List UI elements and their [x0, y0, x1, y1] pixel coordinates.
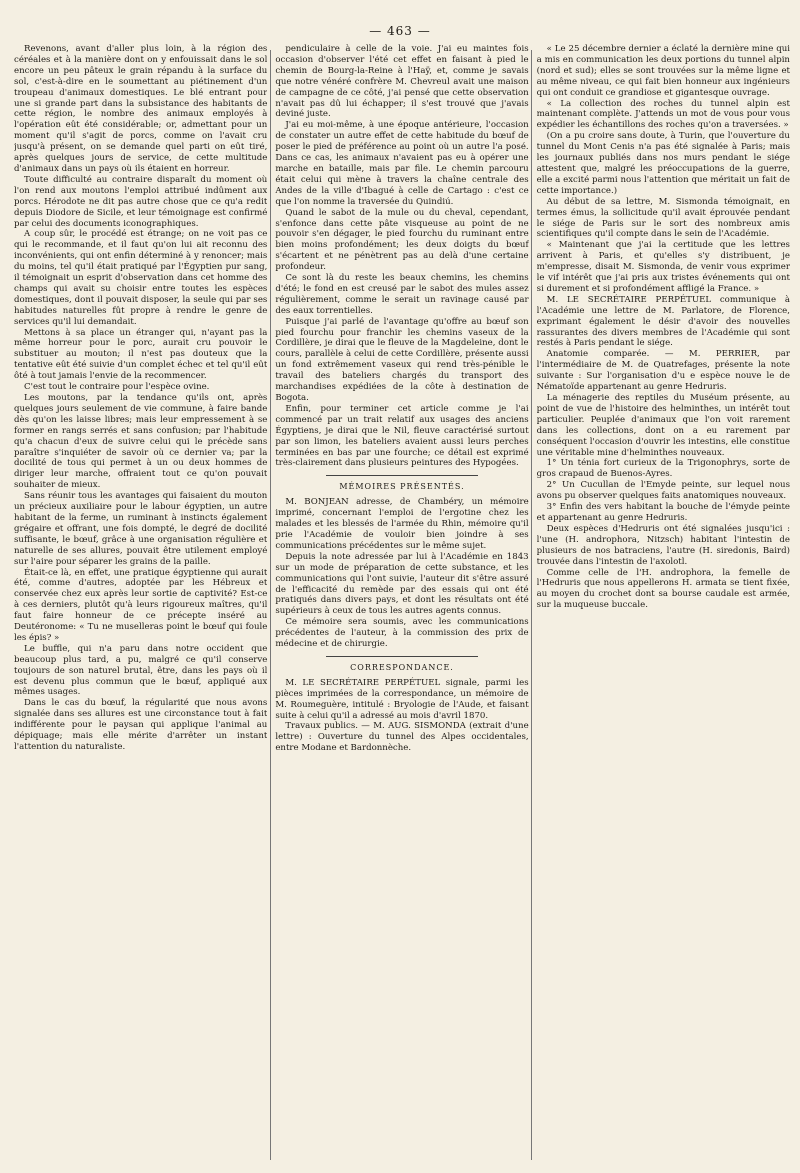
section-divider — [326, 475, 478, 476]
page-number: — 463 — — [369, 24, 431, 38]
paragraph: Dans le cas du bœuf, la régularité que nous avons signalée dans ses allures est une circonstance tout à fait indifférente pour le paysan qui applique l'animal au dépiquage; mais elle mérite d'arrêter un instant l'attention du naturaliste. — [14, 698, 268, 752]
paragraph: Ce sont là du reste les beaux chemins, les chemins d'été; le fond en est creusé par le sabot des mules assez régulièrement, comme le serait un ravinage causé par des eaux torrentielles. — [275, 273, 529, 316]
paragraph: « Le 25 décembre dernier a éclaté la dernière mine qui a mis en communication les deux portions du tunnel alpin (nord et sud); elles se sont trouvées sur la même ligne et au même niveau, ce qui fait bien honneur aux ingénieurs qui ont conduit ce grandiose et gigantesque ouvrage. — [536, 44, 790, 98]
paragraph: pendiculaire à celle de la voie. J'ai eu maintes fois occasion d'observer l'été cet effet en faisant à pied le chemin de Bourg-la-Reine à l'Haÿ, et, comme je savais que notre vénéré confrère M. Chevreul avait une maison de campagne de ce côté, j'ai pensé que cette observation n'avait pas dû lui échapper; il s'est trouvé que j'avais deviné juste. — [275, 44, 529, 120]
paragraph: (On a pu croire sans doute, à Turin, que l'ouverture du tunnel du Mont Cenis n'a pas été signalée à Paris; mais les journaux publiés dans nos murs pendant le siége attestent que, malgré les préoccupations de la guerre, elle a excité parmi nous l'attention que méritait un fait de cette importance.) — [536, 131, 790, 196]
paragraph: Au début de sa lettre, M. Sismonda témoignait, en termes émus, la sollicitude qu'il avait éprouvée pendant le siége de Paris sur le sort des nombreux amis scientifiques qu'il compte dans le sein de l'Académie. — [536, 196, 790, 240]
paragraph: 2° Un Cucullan de l'Emyde peinte, sur lequel nous avons pu observer quelques faits anatomiques nouveaux. — [536, 480, 790, 502]
paragraph: Anatomie comparée. — M. PERRIER, par l'intermédiaire de M. de Quatrefages, présente la note suivante : Sur l'organisation d'u e espèce nouve le de Nématoïde appartenant au genre Hedruris. — [536, 349, 790, 393]
paragraph: Ce mémoire sera soumis, avec les communications précédentes de l'auteur, à la commission des prix de médecine et de chirurgie. — [275, 617, 529, 650]
paragraph: La ménagerie des reptiles du Muséum présente, au point de vue de l'histoire des helminthes, un intérêt tout particulier. Peuplée d'animaux que l'on voit rarement dans les collections, dont on a eu rarement par conséquent l'occasion d'ouvrir les intestins, elle constitue une véritable mine d'helminthes nouveaux. — [536, 393, 790, 458]
paragraph: Depuis la note adressée par lui à l'Académie en 1843 sur un mode de préparation de cette substance, et les communications qui l'ont suivie, l'auteur dit s'être assuré de l'efficacité du remède par des essais qui ont été pratiqués dans divers pays, et dont les résultats ont été supérieurs à ceux de tous les autres agents connus. — [275, 551, 529, 617]
column-2 — [275, 44, 528, 1164]
text-columns — [14, 44, 790, 1164]
column-1 — [14, 44, 267, 1164]
paragraph: Enfin, pour terminer cet article comme je l'ai commencé par un trait relatif aux usages des anciens Égyptiens, je dirai que le Nil, fleuve caractérisé surtout par son limon, les bateliers avaient aussi leurs perches terminées en bas par une fourche; ce détail est exprimé très-clairement dans plusieurs peintures des Hypogées. — [275, 403, 529, 469]
paragraph: Les moutons, par la tendance qu'ils ont, après quelques jours seulement de vie commune, à faire bande dès qu'on les laisse libres; mais leur empressement à se former en rangs serrés et sans confusion; par l'habitude qu'a chacun d'eux de suivre celui qui le précède sans paraître s'inquiéter de savoir où ce dernier va; par la docilité de tous qui permet à un ou deux hommes de diriger leur marche, offraient tout ce qu'on pouvait souhaiter de mieux. — [14, 393, 268, 491]
paragraph: Le buffle, qui n'a paru dans notre occident que beaucoup plus tard, a pu, malgré ce qu'il conserve toujours de son naturel brutal, être, dans les pays où il est devenu plus commun que le bœuf, appliqué aux mêmes usages. — [14, 643, 268, 698]
column-3 — [537, 44, 790, 1164]
paragraph: Sans réunir tous les avantages qui faisaient du mouton un précieux auxiliaire pour le labour égyptien, un autre habitant de la ferme, un ruminant à instincts également grégaire et offrant, une fois dompté, le degré de docilité suffisante, le bœuf, grâce à une organisation régulière et naturelle de ses allures, pouvait être utilement employé sur l'aire pour séparer les grains de la paille. — [14, 491, 268, 567]
paragraph: Toute difficulté au contraire disparaît du moment où l'on rend aux moutons l'emploi attribué indûment aux porcs. Hérodote ne dit pas autre chose que ce qu'a redit depuis Diodore de Sicile, et leur témoignage est confirmé par celui des documents iconographiques. — [14, 174, 268, 229]
paragraph: 1° Un ténia fort curieux de la Trigonophrys, sorte de gros crapaud de Buenos-Ayres. — [536, 458, 790, 480]
paragraph: A coup sûr, le procédé est étrange; on ne voit pas ce qui le recommande, et il faut qu'on lui ait reconnu des inconvénients, qui ont enfin déterminé à y renoncer; mais du moins, tel qu'il était pratiqué par l'Égyptien pur sang, il témoignait un esprit d'observation dans cet homme des champs qui avait su choisir entre toutes les espèces domestiques, dont il pouvait disposer, la seule qui par ses habitudes naturelles fût propre à rendre le genre de services qu'il lui demandait. — [14, 229, 268, 327]
paragraph: M. BONJEAN adresse, de Chambéry, un mémoire imprimé, concernant l'emploi de l'ergotine chez les malades et les blessés de l'armée du Rhin, mémoire qu'il prie l'Académie de vouloir bien joindre à ses communications précédentes sur le même sujet. — [275, 497, 529, 551]
paragraph: 3° Enfin des vers habitant la bouche de l'émyde peinte et appartenant au genre Hedruris. — [536, 502, 790, 523]
section-heading: CORRESPONDANCE. — [350, 662, 454, 672]
paragraph: Comme celle de l'H. androphora, la femelle de l'Hedruris que nous appellerons H. armata se tient fixée, au moyen du crochet dont sa bourse caudale est armée, sur la muqueuse buccale. — [536, 567, 790, 611]
paragraph: « Maintenant que j'ai la certitude que les lettres arrivent à Paris, et qu'elles s'y distribuent, je m'empresse, disait M. Sismonda, de venir vous exprimer le vif intérêt que j'ai pris aux tristes événements qui ont si durement et si profondément affligé la France. » — [536, 240, 790, 294]
paragraph: Puisque j'ai parlé de l'avantage qu'offre au bœuf son pied fourchu pour franchir les chemins vaseux de la Cordillère, je dirai que le fleuve de la Magdeleine, dont le cours, parallèle à celui de cette Cordillère, présente aussi un fond extrêmement vaseux qui rend très-pénible le travail des bateliers chargés du transport des marchandises expédiées de la côte à destination de Bogota. — [275, 316, 529, 403]
paragraph: « La collection des roches du tunnel alpin est maintenant complète. J'attends un mot de vous pour vous expédier les échantillons des roches qu'on a traversées. » — [536, 98, 790, 131]
paragraph: Revenons, avant d'aller plus loin, à la région des céréales et à la manière dont on y enfouissait dans le sol encore un peu pâteux le grain répandu à la surface du sol, c'est-à-dire en le soumettant au piétinement d'un troupeau d'animaux domestiques. Le blé entrant pour une si grande part dans la subsistance des habitants de cette région, le nombre des animaux employés à l'opération eût été considérable; or, admettant pour un moment qu'il s'agit de porcs, comme on l'avait cru jusqu'à présent, on se demande quel parti on eût tiré, après quelques jours de service, de cette multitude d'animaux dans un pays où ils étaient en horreur. — [14, 44, 268, 174]
paragraph: Deux espèces d'Hedruris ont été signalées jusqu'ici : l'une (H. androphora, Nitzsch) habitant l'intestin de plusieurs de nos batraciens, l'autre (H. siredonis, Baird) trouvée dans l'intestin de l'axolotl. — [536, 523, 790, 567]
column-rule — [270, 50, 271, 1160]
paragraph: Était-ce là, en effet, une pratique égyptienne qui aurait été, comme d'autres, adoptée par les Hébreux et conservée chez eux après leur sortie de captivité? Est-ce à ces derniers, plutôt qu'à leurs rigoureux maîtres, qu'il faut faire honneur de ce précepte inséré au Deutéronome: « Tu ne muselleras point le bœuf qui foule les épis? » — [14, 567, 268, 643]
paragraph: C'est tout le contraire pour l'espèce ovine. — [24, 382, 210, 393]
paragraph: M. LE SECRÉTAIRE PERPÉTUEL signale, parmi les pièces imprimées de la correspondance, un mémoire de M. Roumeguère, intitulé : Bryologie de l'Aude, et faisant suite à celui qu'il a adressé au mois d'avril 1870. — [275, 677, 529, 721]
paragraph: Quand le sabot de la mule ou du cheval, cependant, s'enfonce dans cette pâte visqueuse au point de ne pouvoir s'en dégager, le pied fourchu du ruminant entre bien moins profondément; les deux doigts du bœuf s'écartent et ne pénètrent pas au delà d'une certaine profondeur. — [275, 207, 529, 273]
paragraph: M. LE SECRÉTAIRE PERPÉTUEL communique à l'Académie une lettre de M. Parlatore, de Florence, exprimant également le désir d'avoir des nouvelles rassurantes des divers membres de l'Académie qui sont restés à Paris pendant le siége. — [536, 294, 790, 349]
paragraph: J'ai eu moi-même, à une époque antérieure, l'occasion de constater un autre effet de cette habitude du bœuf de poser le pied de préférence au point où un autre l'a posé. Dans ce cas, les animaux n'avaient pas eu à opérer une marche en bataille, mais par file. Le chemin parcouru était celui qui mène à travers la chaîne centrale des Andes de la ville d'Ibagué à celle de Cartago : c'est ce que l'on nomme la traversée du Quindiú. — [275, 120, 529, 207]
paragraph: Mettons à sa place un étranger qui, n'ayant pas la même horreur pour le porc, aurait cru pouvoir le substituer au mouton; il n'est pas douteux que la tentative eût été suivie d'un complet échec et tel qu'il eût ôté à tout jamais l'envie de la recommencer. — [14, 327, 268, 382]
section-heading: MÉMOIRES PRÉSENTÉS. — [339, 482, 465, 492]
paragraph: Travaux publics. — M. AUG. SISMONDA (extrait d'une lettre) : Ouverture du tunnel des Alpes occidentales, entre Modane et Bardonnèche. — [275, 721, 529, 754]
column-rule — [531, 50, 532, 1160]
section-divider — [326, 656, 478, 657]
